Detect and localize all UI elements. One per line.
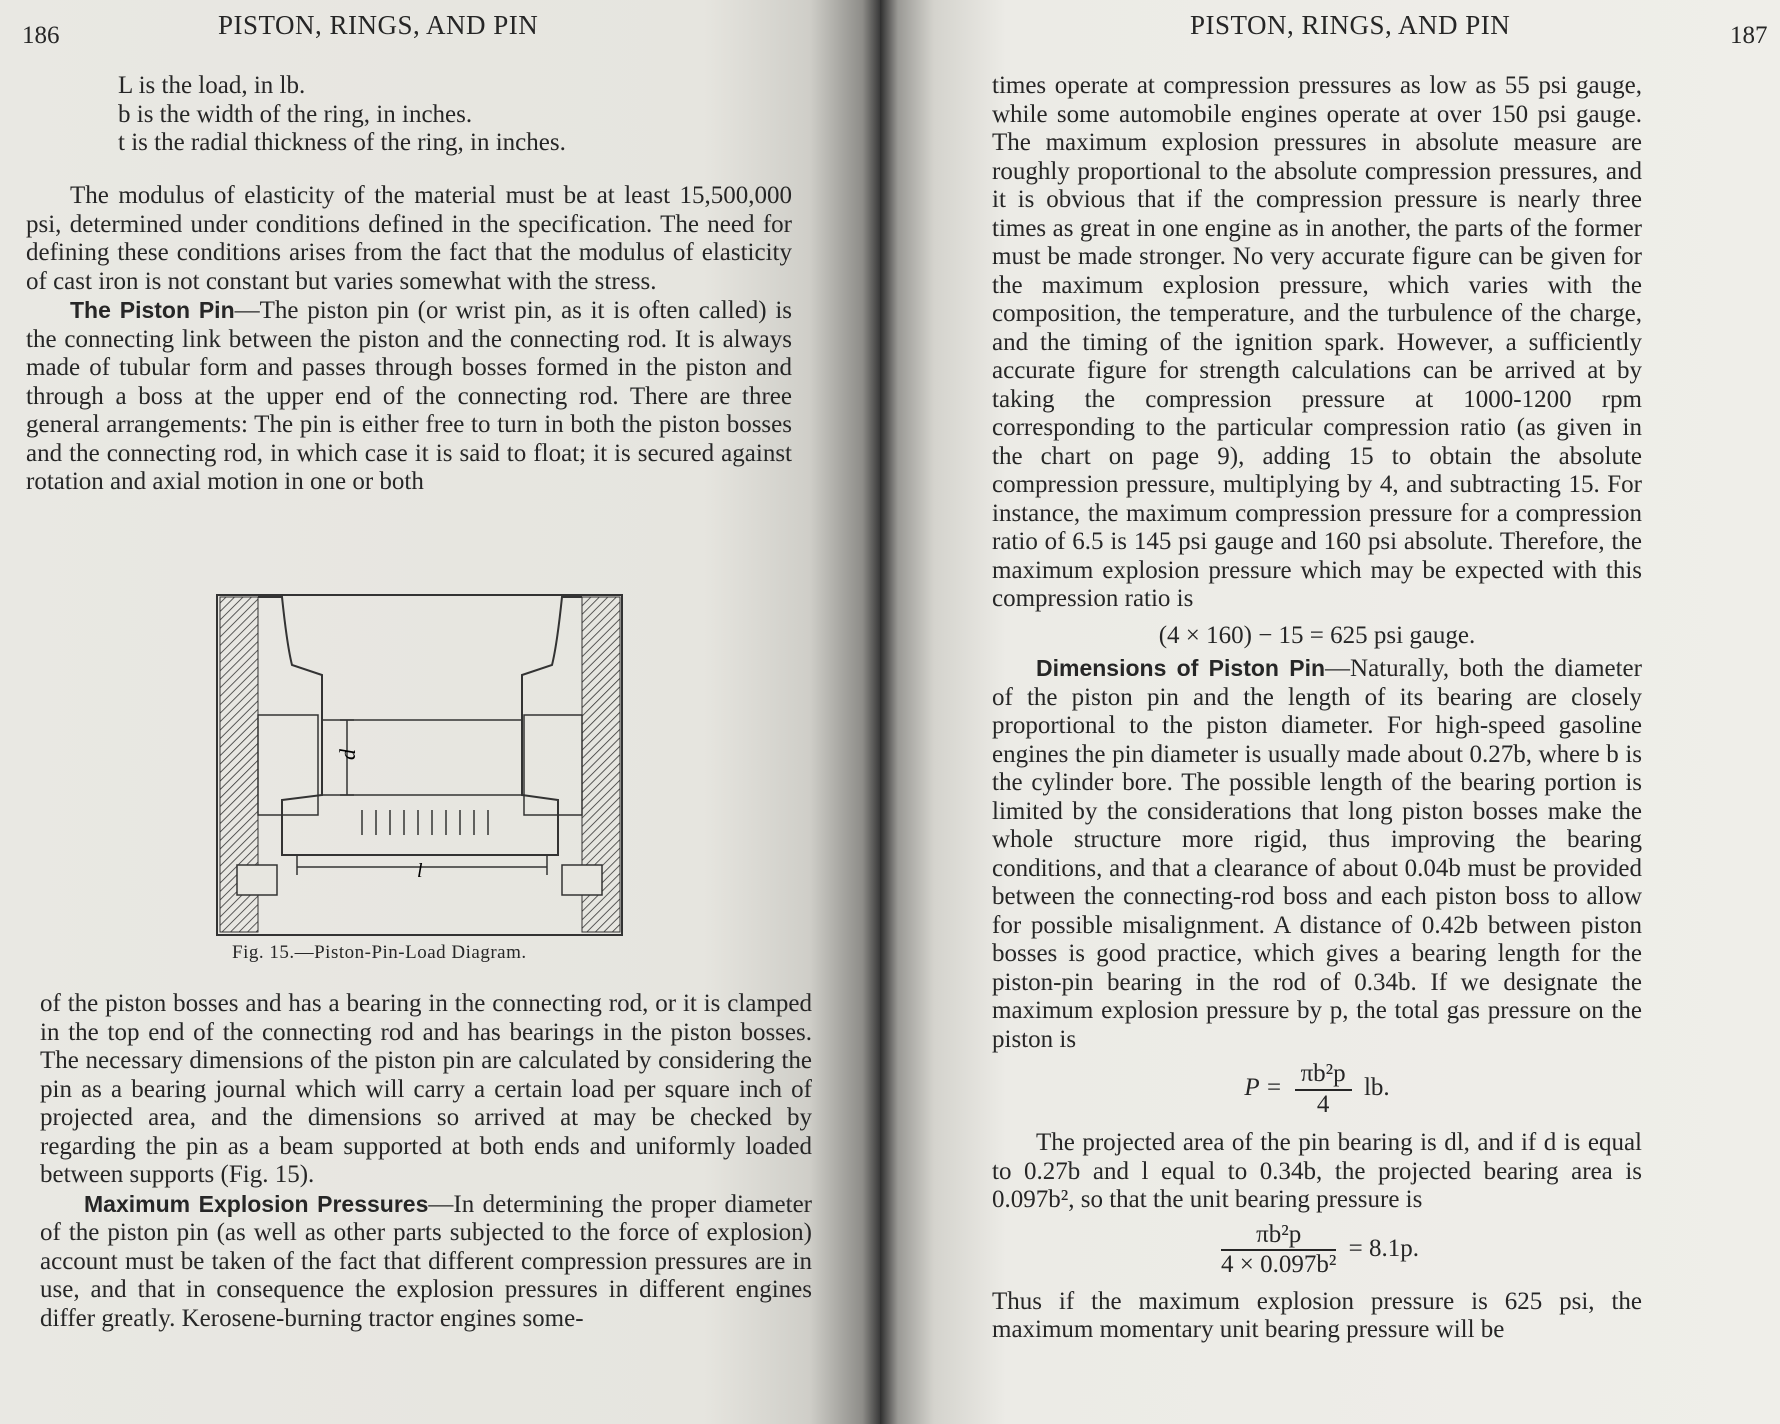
paragraph-max-explosion bbox=[40, 1190, 812, 1334]
eq3-fraction bbox=[1221, 1221, 1336, 1280]
figure-caption: Fig. 15.—Piston-Pin-Load Diagram. bbox=[232, 942, 527, 963]
paragraph-last: Thus if the maximum explosion pressure is 625 psi, the maximum momentary unit bearing pressure will be bbox=[992, 1287, 1642, 1343]
eq2-unit: lb. bbox=[1363, 1074, 1390, 1102]
right-page bbox=[880, 0, 1780, 1424]
text-block-upper bbox=[26, 182, 792, 497]
where-item: b is the width of the ring, in inches. bbox=[118, 100, 473, 128]
equation-explosion-pressure: (4 × 160) − 15 = 625 psi gauge. bbox=[1158, 621, 1476, 649]
page-number-right: 187 bbox=[1730, 22, 1768, 49]
eq2-numerator: πb²p bbox=[1295, 1060, 1352, 1091]
max-explosion-text: —In determining the proper diameter of the piston pin (as well as other parts subjected to the force of explosion) account must be taken of the fact that different compression pressures are in use, and that in consequence the explosion pressures in different engines differ greatly. Kerosene-burning tractor engines some- bbox=[40, 1190, 812, 1332]
eq2-lhs: P = bbox=[1244, 1074, 1283, 1102]
heading-dimensions: Dimensions of Piston Pin bbox=[1036, 655, 1326, 681]
paragraph-modulus: The modulus of elasticity of the material must be at least 15,500,000 psi, determined under conditions defined in the specification. The need for defining these conditions arises from the fact that the modulus of elasticity of cast iron is not constant but varies somewhat with the stress. bbox=[26, 182, 792, 295]
paragraph-projected-area: The projected area of the pin bearing is dl, and if d is equal to 0.27b and l equal to 0.34b, the projected bearing area is 0.097b², so that the unit bearing pressure is bbox=[992, 1129, 1642, 1213]
label-d: d bbox=[335, 749, 360, 760]
text-block-right bbox=[992, 72, 1642, 1345]
label-l: l bbox=[417, 860, 423, 882]
paragraph-top: times operate at compression pressures as low as 55 psi gauge, while some automobile engines operate at over 150 psi gauge. The maximum explosion pressures in absolute measure are roughly proportional to the absolute compression pressures, and it is obvious that if the compression pressure is nearly three times as great in one engine as in another, the parts of the former must be made stronger. No very accurate figure can be given for the maximum explosion pressure, which varies with the composition, the temperature, and the turbulence of the charge, and the timing of the ignition spark. However, a sufficiently accurate figure for strength calculations can be arrived at by taking the compression pressure at 1000-1200 rpm corresponding to the particular compression ratio (as given in the chart on page 9), adding 15 to obtain the absolute compression pressure, multiplying by 4, and subtracting 15. For instance, the maximum compression pressure for a compression ratio of 6.5 is 145 psi gauge and 160 psi absolute. Therefore, the maximum explosion pressure which may be expected with this compression ratio is bbox=[992, 72, 1642, 612]
eq2-fraction bbox=[1295, 1060, 1352, 1119]
running-head-right: PISTON, RINGS, AND PIN bbox=[1190, 10, 1511, 40]
page-number-left: 186 bbox=[22, 22, 60, 49]
paragraph-piston-pin bbox=[26, 296, 792, 497]
eq3-numerator: πb²p bbox=[1221, 1221, 1336, 1252]
paragraph-continued: of the piston bosses and has a bearing in the connecting rod, or it is clamped in the top end of the connecting rod and has bearings in the piston bosses. The necessary dimensions of the piston pin are calculated by considering the pin as a bearing journal which will carry a certain load per square inch of projected area, and the dimensions so arrived at may be checked by regarding the pin as a beam supported at both ends and uniformly loaded between supports (Fig. 15). bbox=[40, 990, 812, 1188]
eq3-denominator: 4 × 0.097b² bbox=[1221, 1251, 1337, 1278]
running-head-left: PISTON, RINGS, AND PIN bbox=[218, 10, 539, 40]
eq3-rhs: = 8.1p. bbox=[1348, 1234, 1419, 1262]
equation-unit-bearing-pressure bbox=[992, 1221, 1642, 1280]
eq2-denominator: 4 bbox=[1316, 1090, 1330, 1118]
where-item: L is the load, in lb. bbox=[118, 72, 306, 99]
equation-total-gas-pressure bbox=[992, 1060, 1642, 1119]
where-item: t is the radial thickness of the ring, in inches. bbox=[118, 129, 566, 156]
piston-pin-text: —The piston pin (or wrist pin, as it is often called) is the connecting link between the piston and the connecting rod. It is always made of tubular form and passes through bosses formed in the piston and through a boss at the upper end of the connecting rod. There are three general arrangements: The pin is either free to turn in both the piston bosses and the connecting rod, in which case it is said to float; it is secured against rotation and axial motion in one or both bbox=[26, 297, 792, 495]
heading-max-explosion: Maximum Explosion Pressures bbox=[84, 1190, 429, 1217]
heading-piston-pin: The Piston Pin bbox=[70, 297, 235, 323]
text-block-lower bbox=[40, 990, 812, 1333]
left-page bbox=[0, 0, 880, 1424]
paragraph-dimensions bbox=[992, 654, 1642, 1054]
piston-pin-load-diagram bbox=[212, 585, 632, 955]
dimensions-text: —Naturally, both the diameter of the piston pin and the length of its bearing are closely proportional to the piston diameter. For high-speed gasoline engines the pin diameter is usually made about 0.27b, where b is the cylinder bore. The possible length of the bearing portion is limited by the considerations that long piston bosses make the whole structure more rigid, thus improving the bearing conditions, and that a clearance of about 0.04b must be provided between the connecting-rod boss and each piston boss to allow for possible misalignment. A distance of 0.42b between piston bosses is good practice, which gives a bearing length for the piston-pin bearing in the rod of 0.34b. If we designate the maximum explosion pressure by p, the total gas pressure on the piston is bbox=[992, 655, 1642, 1053]
where-list bbox=[118, 72, 798, 158]
